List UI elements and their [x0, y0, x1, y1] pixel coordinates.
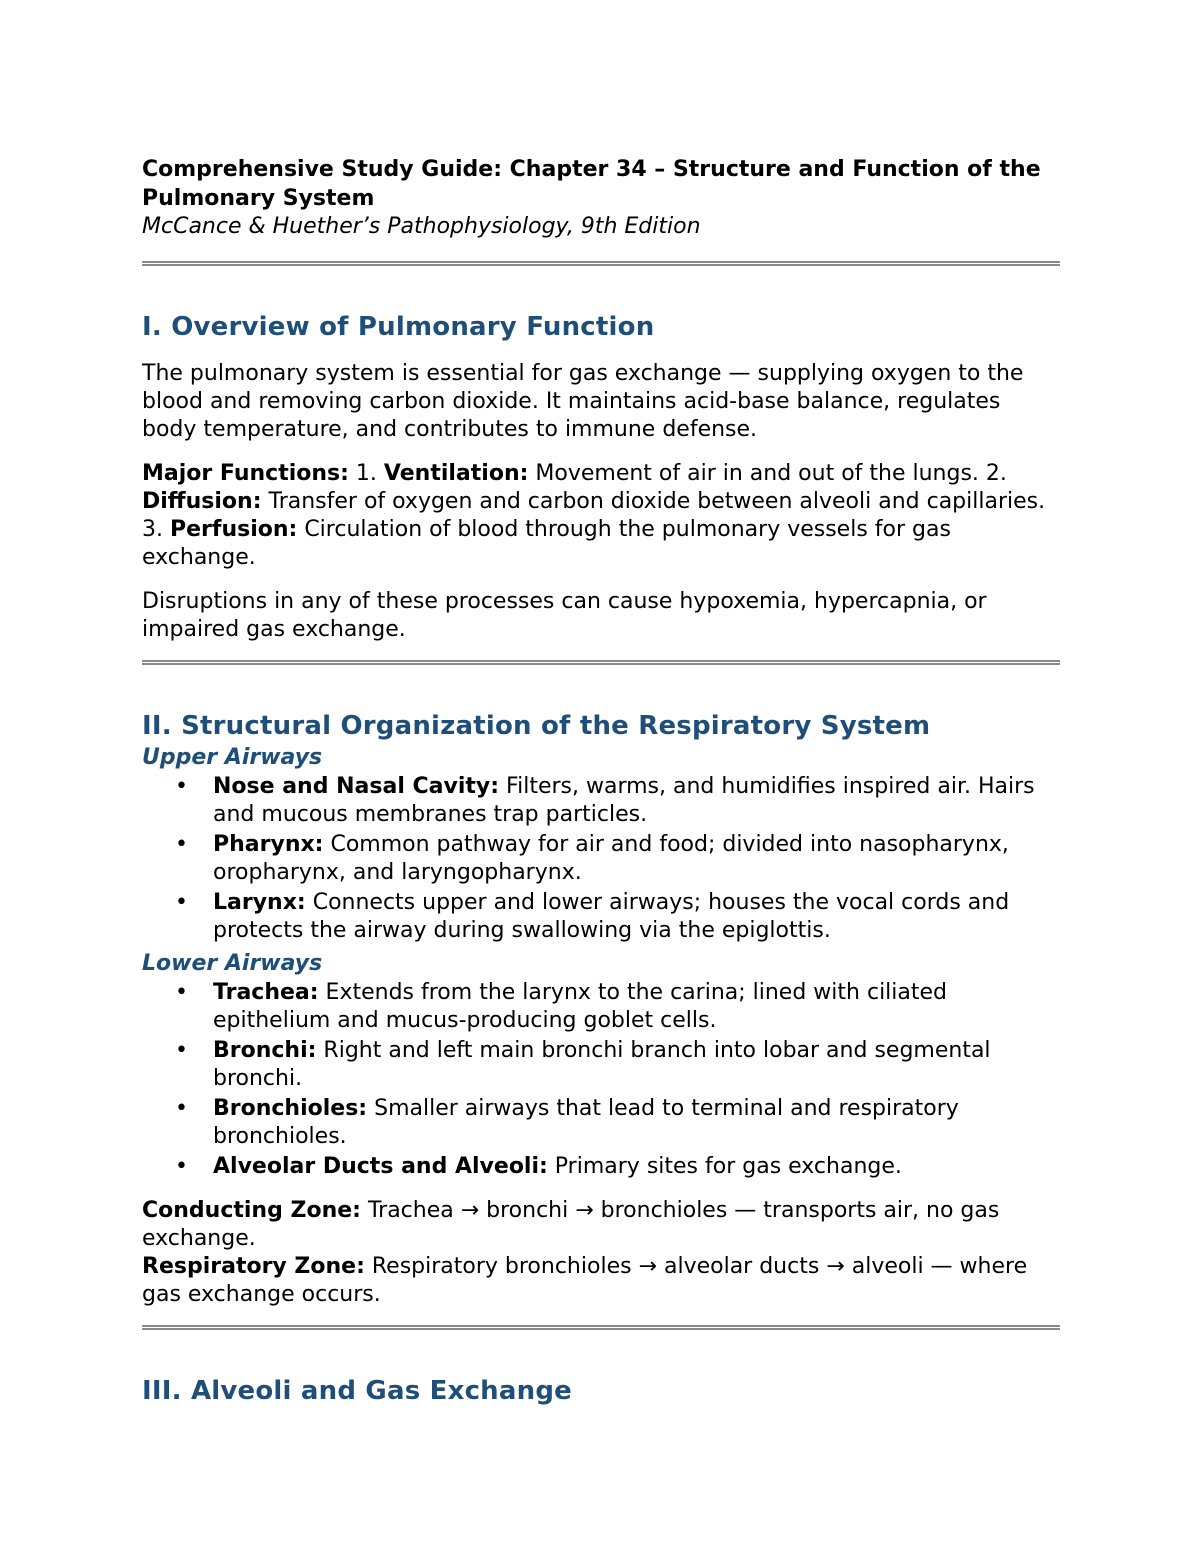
list-item-text: Smaller airways that lead to terminal and respiratory bronchioles.: [213, 1096, 959, 1149]
list-item-term: Bronchioles:: [213, 1096, 368, 1121]
horizontal-rule: [142, 1325, 1060, 1330]
bullet-icon: •: [175, 890, 188, 915]
function-text-diffusion: Transfer of oxygen and carbon dioxide between alveoli and capillaries. 3.: [142, 489, 1046, 542]
function-term-perfusion: Perfusion:: [169, 517, 298, 542]
major-functions-label: Major Functions:: [142, 461, 349, 486]
overview-intro-paragraph: The pulmonary system is essential for gas exchange — supplying oxygen to the blood and removing carbon dioxide. It maintains acid-base balance, regulates body temperature, and contributes to immune defense.: [142, 361, 1024, 442]
list-item-text: Extends from the larynx to the carina; lined with ciliated epithelium and mucus-producing goblet cells.: [213, 980, 948, 1033]
list-item-term: Bronchi:: [213, 1038, 317, 1063]
list-item: [142, 1037, 1060, 1093]
section-heading-overview: I. Overview of Pulmonary Function: [142, 312, 655, 342]
list-item: [142, 1153, 1060, 1181]
upper-airways-list: [142, 773, 1060, 945]
function-text-perfusion: Circulation of blood through the pulmonary vessels for gas exchange.: [142, 517, 951, 570]
list-item-term: Nose and Nasal Cavity:: [213, 774, 500, 799]
conducting-zone-text: Trachea → bronchi → bronchioles — transports air, no gas exchange.: [142, 1198, 1000, 1251]
horizontal-rule: [142, 660, 1060, 665]
bullet-icon: •: [175, 980, 188, 1005]
respiratory-zone-label: Respiratory Zone:: [142, 1254, 365, 1279]
list-item: [142, 1095, 1060, 1151]
section-heading-structural-organization: II. Structural Organization of the Respiratory System: [142, 711, 931, 741]
horizontal-rule: [142, 261, 1060, 266]
function-text-ventilation: Movement of air in and out of the lungs. 2.: [528, 461, 1007, 486]
list-item-term: Alveolar Ducts and Alveoli:: [213, 1154, 548, 1179]
list-item: [142, 889, 1060, 945]
document-title: Comprehensive Study Guide: Chapter 34 – Structure and Function of the Pulmonary System: [142, 157, 1041, 211]
function-number: 1.: [348, 461, 384, 486]
bullet-icon: •: [175, 832, 188, 857]
subheading-upper-airways: Upper Airways: [142, 745, 323, 770]
conducting-zone-label: Conducting Zone:: [142, 1198, 361, 1223]
list-item-text: Connects upper and lower airways; houses the vocal cords and protects the airway during swallowing via the epiglottis.: [213, 890, 1010, 943]
section-heading-alveoli-gas-exchange: III. Alveoli and Gas Exchange: [142, 1376, 572, 1406]
list-item-text: Primary sites for gas exchange.: [547, 1154, 902, 1179]
document-subtitle: McCance & Huether’s Pathophysiology, 9th Edition: [142, 214, 701, 239]
list-item-term: Larynx:: [213, 890, 306, 915]
function-term-ventilation: Ventilation:: [383, 461, 529, 486]
subheading-lower-airways: Lower Airways: [142, 951, 323, 976]
respiratory-zone-text: Respiratory bronchioles → alveolar ducts → alveoli — where gas exchange occurs.: [142, 1254, 1028, 1307]
list-item-text: Common pathway for air and food; divided into nasopharynx, oropharynx, and laryngopharynx.: [213, 832, 1009, 885]
list-item: [142, 979, 1060, 1035]
conducting-zone-paragraph: [142, 1197, 1060, 1253]
list-item: [142, 773, 1060, 829]
lower-airways-list: [142, 979, 1060, 1181]
list-item: [142, 831, 1060, 887]
list-item-text: Right and left main bronchi branch into lobar and segmental bronchi.: [213, 1038, 991, 1091]
document-page: [142, 155, 1060, 1424]
list-item-term: Trachea:: [213, 980, 319, 1005]
disruptions-paragraph: Disruptions in any of these processes can cause hypoxemia, hypercapnia, or impaired gas exchange.: [142, 589, 987, 642]
list-item-term: Pharynx:: [213, 832, 324, 857]
bullet-icon: •: [175, 1038, 188, 1063]
bullet-icon: •: [175, 774, 188, 799]
list-item-text: Filters, warms, and humidifies inspired air. Hairs and mucous membranes trap particles.: [213, 774, 1035, 827]
bullet-icon: •: [175, 1154, 188, 1179]
major-functions-paragraph: [142, 460, 1060, 572]
bullet-icon: •: [175, 1096, 188, 1121]
respiratory-zone-paragraph: [142, 1253, 1060, 1309]
function-term-diffusion: Diffusion:: [142, 489, 262, 514]
